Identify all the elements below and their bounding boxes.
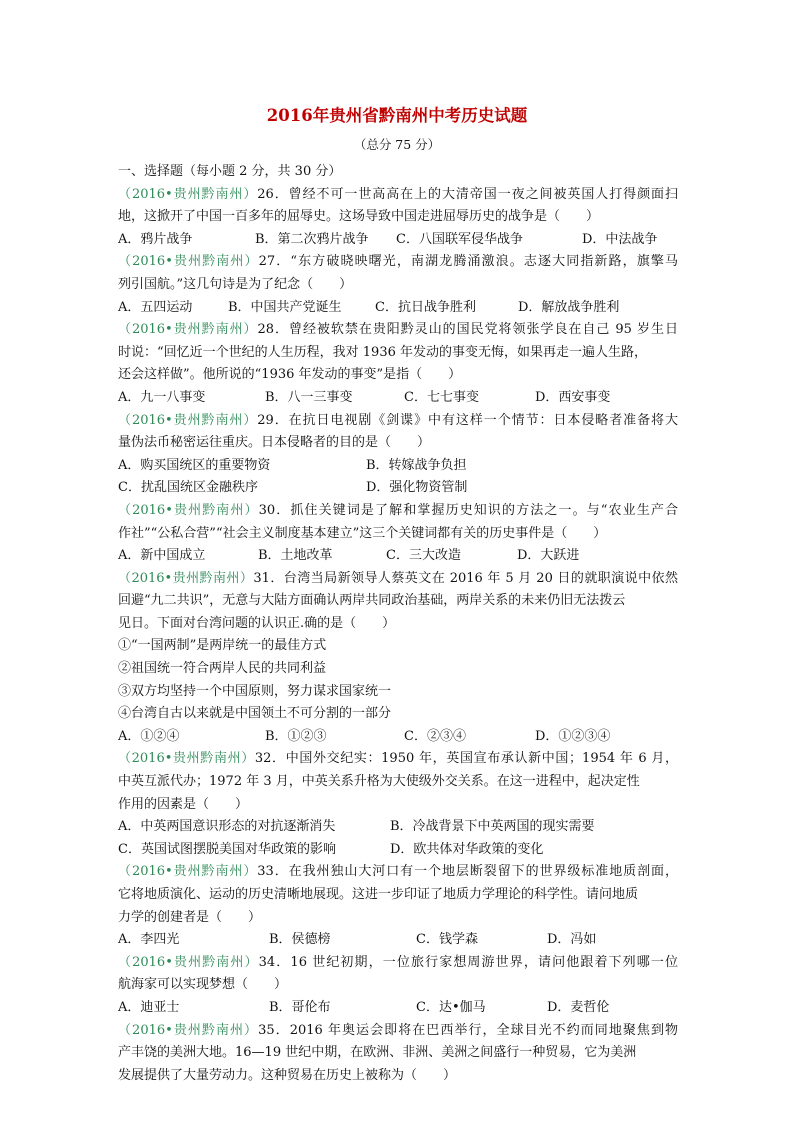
option-row: [118, 229, 678, 252]
option-d: D．西安事变: [535, 389, 611, 405]
option-c: C．扰乱国统区金融秩序: [118, 480, 258, 496]
option-d: D．欧共体对华政策的变化: [390, 841, 544, 857]
option-c: C．七七事变: [404, 389, 479, 405]
page-title: 2016年贵州省黔南州中考历史试题: [266, 106, 528, 125]
option-d: D．①②③④: [535, 728, 611, 744]
option-a: A．五四运动: [118, 299, 193, 315]
option-a: A．九一八事变: [118, 389, 206, 405]
question-text: 产丰饶的美洲大地。16—19 世纪中期，在欧洲、非洲、美洲之间盛行一种贸易，它为美洲: [118, 1045, 637, 1061]
option-b: B．冷战背景下中英两国的现实需要: [390, 819, 595, 835]
question-text: 回避“九二共识”，无意与大陆方面确认两岸共同政治基础，两岸关系的未来仍旧无法拨云: [118, 593, 626, 609]
option-a: A．新中国成立: [118, 548, 206, 564]
question-text: 作用的因素是（ ）: [118, 796, 249, 812]
page-subtitle: （总分 75 分）: [353, 137, 441, 152]
statement-item: ④台湾自古以来就是中国领土不可分割的一部分: [118, 706, 392, 722]
option-d: D．大跃进: [517, 548, 580, 564]
option-b: B．土地改革: [258, 548, 333, 564]
option-row: [118, 929, 678, 952]
question-30: （2016•贵州黔南州）30．抓住关键词是了解和掌握历史知识的方法之一。与“农业生产合: [118, 502, 678, 518]
option-row: [118, 455, 678, 478]
question-text: 地，这掀开了中国一百多年的屈辱史。这场导致中国走进屈辱历史的战争是（ ）: [118, 209, 600, 225]
question-28: （2016•贵州黔南州）28．曾经被软禁在贵阳黔灵山的国民党将领张学良在自己 95 岁生日: [118, 322, 678, 338]
question-35: （2016•贵州黔南州）35．2016 年奥运会即将在巴西举行，全球目光不约而同地聚焦到物: [118, 1022, 678, 1038]
option-a: A．购买国统区的重要物资: [118, 457, 271, 473]
question-text: 列引国航。”这几句诗是为了纪念（ ）: [118, 276, 353, 292]
question-text: 力学的创建者是（ ）: [118, 909, 262, 925]
option-c: C．抗日战争胜利: [375, 299, 476, 315]
option-b: B．转嫁战争负担: [366, 457, 467, 473]
option-c: C．英国试图摆脱美国对华政策的影响: [118, 841, 336, 857]
question-source: （2016•贵州黔南州）: [118, 322, 258, 338]
option-b: B．八一三事变: [265, 389, 353, 405]
question-31: （2016•贵州黔南州）31．台湾当局新领导人蔡英文在 2016 年 5 月 20 日的就职演说中依然: [118, 570, 678, 586]
question-34: （2016•贵州黔南州）34．16 世纪初期，一位旅行家想周游世界，请问他跟着下列哪一位: [118, 954, 678, 970]
question-29: （2016•贵州黔南州）29．在抗日电视剧《剑谍》中有这样一个情节：日本侵略者准备将大: [118, 412, 678, 428]
option-b: B．①②③: [265, 728, 327, 744]
option-d: D．麦哲伦: [547, 999, 610, 1015]
question-text: 作社”“公私合营”“社会主义制度基本建立”这三个关键词都有关的历史事件是（ ）: [118, 525, 607, 541]
option-c: C．钱学森: [416, 932, 478, 948]
option-row: [118, 839, 678, 862]
option-b: B．第二次鸦片战争: [255, 231, 369, 247]
question-text: 时说：“回忆近一个世纪的人生历程，我对 1936 年发动的事变无悔，如果再走一遍人生路，: [118, 344, 647, 360]
question-source: （2016•贵州黔南州）: [118, 1022, 259, 1038]
statement-item: ②祖国统一符合两岸人民的共同利益: [118, 661, 327, 677]
question-source: （2016•贵州黔南州）: [118, 954, 259, 970]
option-a: A．迪亚士: [118, 999, 180, 1015]
option-b: B．哥伦布: [269, 999, 331, 1015]
option-c: C．三大改造: [386, 548, 461, 564]
option-a: A．中英两国意识形态的对抗逐渐消失: [118, 819, 336, 835]
option-c: C．②③④: [404, 728, 466, 744]
question-source: （2016•贵州黔南州）: [118, 412, 258, 428]
option-a: A．李四光: [118, 932, 180, 948]
option-c: C．达•伽马: [416, 999, 486, 1015]
question-source: （2016•贵州黔南州）: [118, 186, 258, 202]
question-27: （2016•贵州黔南州）27．“东方破晓映曙光，南湖龙腾涌激浪。志逐大同指新路，旗擎马: [118, 254, 678, 270]
question-list: [118, 161, 678, 1087]
option-c: C．八国联军侵华战争: [396, 231, 523, 247]
option-row: [118, 726, 678, 749]
question-source: （2016•贵州黔南州）: [118, 570, 254, 586]
question-33: （2016•贵州黔南州）33．在我州独山大河口有一个地层断裂留下的世界级标准地质剖面，: [118, 864, 678, 880]
question-text: 量伪法币秘密运往重庆。日本侵略者的目的是（ ）: [118, 435, 431, 451]
question-source: （2016•贵州黔南州）: [118, 751, 255, 767]
option-row: [118, 297, 678, 320]
option-a: A．①②④: [118, 728, 180, 744]
option-row: [118, 477, 678, 500]
statement-item: ①“一国两制”是两岸统一的最佳方式: [118, 638, 327, 654]
section-heading: 一、选择题（每小题 2 分，共 30 分）: [118, 164, 342, 179]
option-a: A．鸦片战争: [118, 231, 193, 247]
option-d: D．中法战争: [582, 231, 658, 247]
question-text: 发展提供了大量劳动力。这种贸易在历史上被称为（ ）: [118, 1067, 457, 1083]
option-row: [118, 816, 678, 839]
question-text: 见日。下面对台湾问题的认识正.确的是（ ）: [118, 615, 396, 631]
option-d: D．解放战争胜利: [518, 299, 620, 315]
question-text: 还会这样做”。他所说的“1936 年发动的事变”是指（ ）: [118, 367, 462, 383]
question-source: （2016•贵州黔南州）: [118, 864, 258, 880]
question-text: 中英互派代办；1972 年 3 月，中英关系升格为大使级外交关系。在这一进程中，起决定性: [118, 774, 640, 790]
option-d: D．强化物资管制: [366, 480, 468, 496]
question-text: 它将地质演化、运动的历史清晰地展现。这进一步印证了地质力学理论的科学性。请问地质: [118, 887, 639, 902]
question-32: （2016•贵州黔南州）32．中国外交纪实：1950 年，英国宣布承认新中国；1954 年 6 月，: [118, 751, 678, 767]
option-b: B．侯德榜: [269, 932, 331, 948]
option-b: B．中国共产党诞生: [228, 299, 342, 315]
question-source: （2016•贵州黔南州）: [118, 254, 259, 270]
question-text: 航海家可以实现梦想（ ）: [118, 977, 288, 993]
statement-item: ③双方均坚持一个中国原则，努力谋求国家统一: [118, 683, 392, 699]
question-26: （2016•贵州黔南州）26．曾经不可一世高高在上的大清帝国一夜之间被英国人打得颜面扫: [118, 186, 678, 202]
question-source: （2016•贵州黔南州）: [118, 502, 259, 518]
option-row: [118, 997, 678, 1020]
option-d: D．冯如: [547, 932, 597, 948]
option-row: [118, 387, 678, 410]
option-row: [118, 545, 678, 568]
